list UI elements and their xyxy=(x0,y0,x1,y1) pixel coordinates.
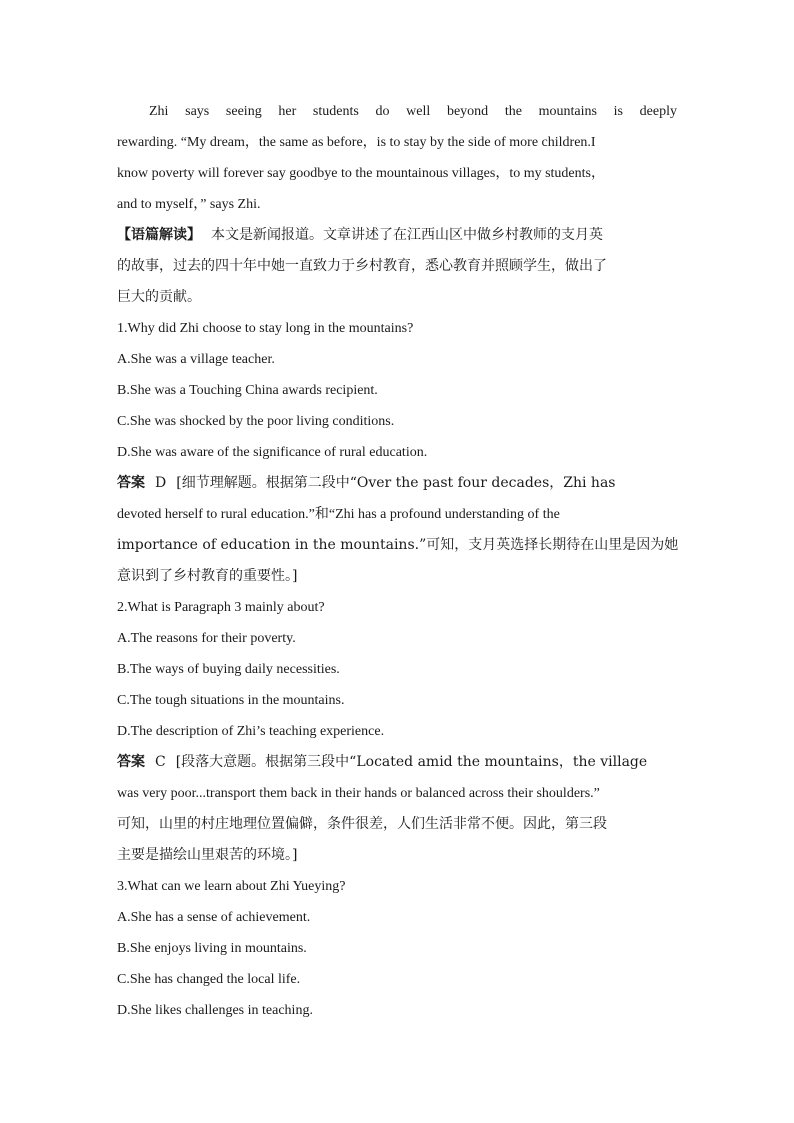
question-2-option-d: D.The description of Zhi’s teaching experience. xyxy=(117,724,385,739)
answer-label: 答案 xyxy=(117,475,145,491)
answer-label: 答案 xyxy=(117,754,145,770)
word: well xyxy=(406,104,431,119)
question-1-answer xyxy=(117,468,677,499)
question-1-explanation-line-2: devoted herself to rural education.”和“Zhi has a profound understanding of the xyxy=(117,507,560,522)
question-2-explanation-line-2: was very poor...transport them back in their hands or balanced across their shoulders.” xyxy=(117,786,600,801)
question-1-explanation-line-4: 意识到了乡村教育的重要性。] xyxy=(117,568,298,584)
document-page xyxy=(117,96,677,1026)
analysis-label: 【语篇解读】 xyxy=(117,227,201,243)
word: deeply xyxy=(639,104,677,119)
word: is xyxy=(613,104,623,119)
word: mountains xyxy=(538,104,597,119)
word: says xyxy=(185,104,210,119)
passage-line-2: rewarding. “My dream，the same as before，is to stay by the side of more children.I xyxy=(117,135,596,150)
passage-line-4: and to myself，” says Zhi. xyxy=(117,197,261,212)
answer-letter: C xyxy=(155,754,166,770)
analysis-line-3: 巨大的贡献。 xyxy=(117,289,201,305)
question-1-option-d: D.She was aware of the significance of rural education. xyxy=(117,445,428,460)
question-2-option-b: B.The ways of buying daily necessities. xyxy=(117,662,340,677)
question-3-stem: 3.What can we learn about Zhi Yueying? xyxy=(117,879,346,894)
question-1-stem: 1.Why did Zhi choose to stay long in the mountains? xyxy=(117,321,414,336)
question-1-option-a: A.She was a village teacher. xyxy=(117,352,275,367)
question-2-answer xyxy=(117,747,677,778)
word: Zhi xyxy=(149,104,169,119)
word: do xyxy=(375,104,390,119)
explanation-line-1: [段落大意题。根据第三段中“Located amid the mountains，the village xyxy=(175,754,648,770)
question-3-option-a: A.She has a sense of achievement. xyxy=(117,910,311,925)
question-1-explanation-line-3: importance of education in the mountains.”可知，支月英选择长期待在山里是因为她 xyxy=(117,537,679,553)
question-3-option-d: D.She likes challenges in teaching. xyxy=(117,1003,313,1018)
question-2-option-c: C.The tough situations in the mountains. xyxy=(117,693,345,708)
question-3-option-b: B.She enjoys living in mountains. xyxy=(117,941,307,956)
passage-line-1 xyxy=(117,96,677,127)
question-1-option-b: B.She was a Touching China awards recipient. xyxy=(117,383,378,398)
explanation-line-1: [细节理解题。根据第二段中“Over the past four decades，Zhi has xyxy=(176,475,616,491)
question-2-stem: 2.What is Paragraph 3 mainly about? xyxy=(117,600,325,615)
question-2-explanation-line-3: 可知，山里的村庄地理位置偏僻，条件很差，人们生活非常不便。因此，第三段 xyxy=(117,816,607,832)
question-2-explanation-line-4: 主要是描绘山里艰苦的环境。] xyxy=(117,847,298,863)
word: students xyxy=(312,104,359,119)
word: seeing xyxy=(225,104,262,119)
passage-line-3: know poverty will forever say goodbye to the mountainous villages，to my students， xyxy=(117,166,605,181)
word: her xyxy=(278,104,297,119)
analysis-line-1 xyxy=(117,220,677,251)
analysis-text: 本文是新闻报道。文章讲述了在江西山区中做乡村教师的支月英 xyxy=(211,227,603,243)
question-1-option-c: C.She was shocked by the poor living conditions. xyxy=(117,414,395,429)
question-3-option-c: C.She has changed the local life. xyxy=(117,972,301,987)
answer-letter: D xyxy=(155,475,167,491)
word: the xyxy=(504,104,522,119)
question-2-option-a: A.The reasons for their poverty. xyxy=(117,631,296,646)
analysis-line-2: 的故事，过去的四十年中她一直致力于乡村教育，悉心教育并照顾学生，做出了 xyxy=(117,258,607,274)
word: beyond xyxy=(446,104,489,119)
